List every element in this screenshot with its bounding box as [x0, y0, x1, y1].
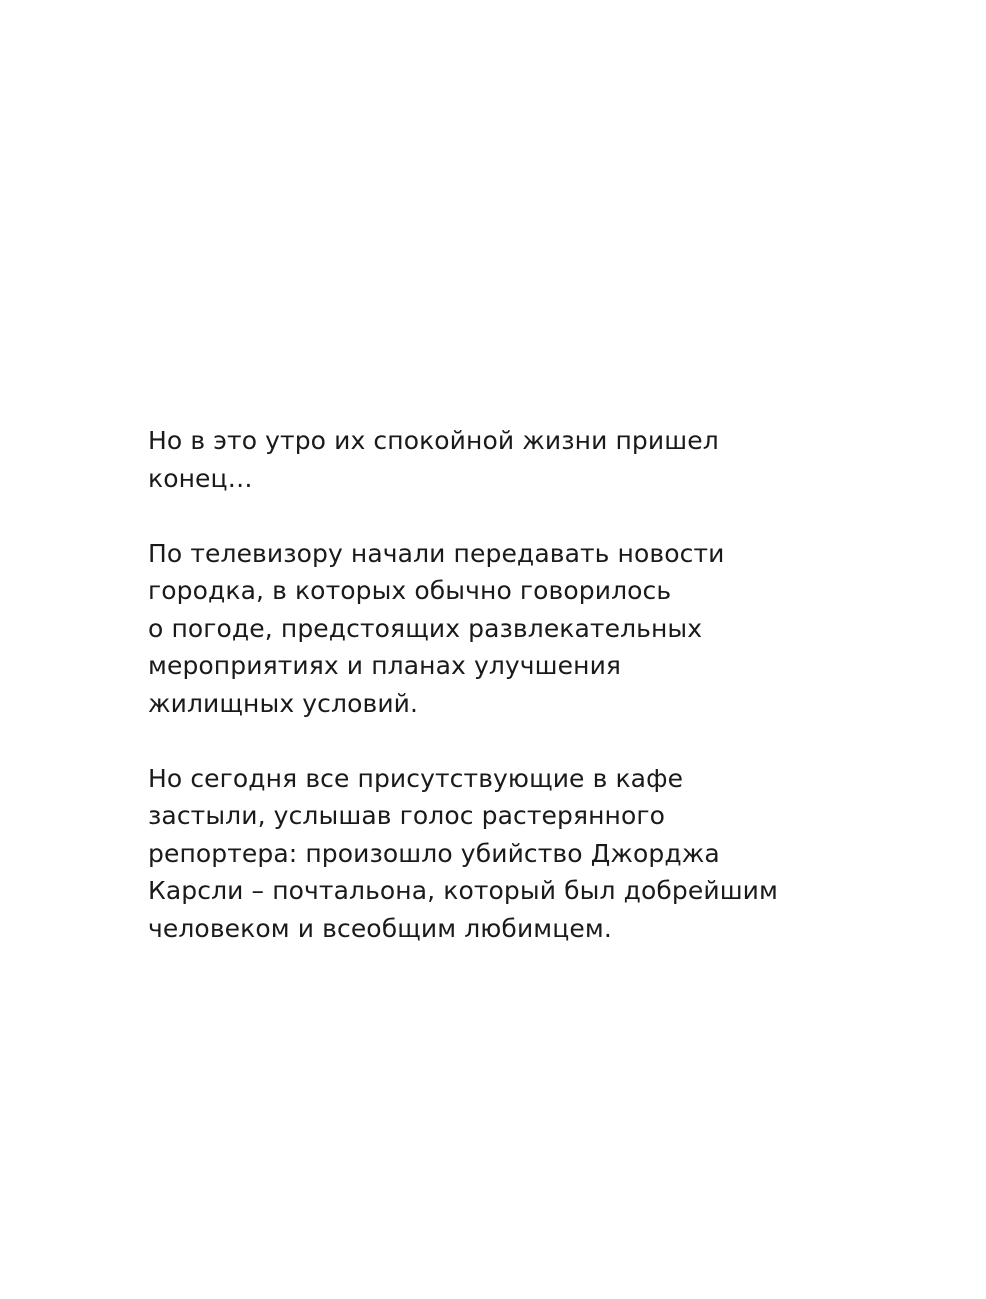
text-line: По телевизору начали передавать новости	[148, 538, 725, 568]
paragraph-3	[148, 760, 788, 948]
paragraph-1	[148, 422, 788, 497]
text-line: репортера: произошло убийство Джорджа	[148, 838, 720, 868]
text-line: конец…	[148, 463, 253, 493]
text-line: застыли, услышав голос растерянного	[148, 801, 666, 830]
text-line: Карсли – почтальона, который был добрейшим	[148, 876, 778, 905]
text-line: жилищных условий.	[148, 688, 419, 718]
story-text	[148, 422, 788, 947]
text-line: человеком и всеобщим любимцем.	[148, 913, 612, 943]
text-line: городка, в которых обычно говорилось	[148, 576, 672, 605]
text-line: Но в это утро их спокойной жизни пришел	[148, 426, 719, 455]
text-line: мероприятиях и планах улучшения	[148, 651, 622, 680]
paragraph-2	[148, 535, 788, 723]
text-line: о погоде, предстоящих развлекательных	[148, 613, 703, 643]
text-line: Но сегодня все присутствующие в кафе	[148, 763, 684, 793]
